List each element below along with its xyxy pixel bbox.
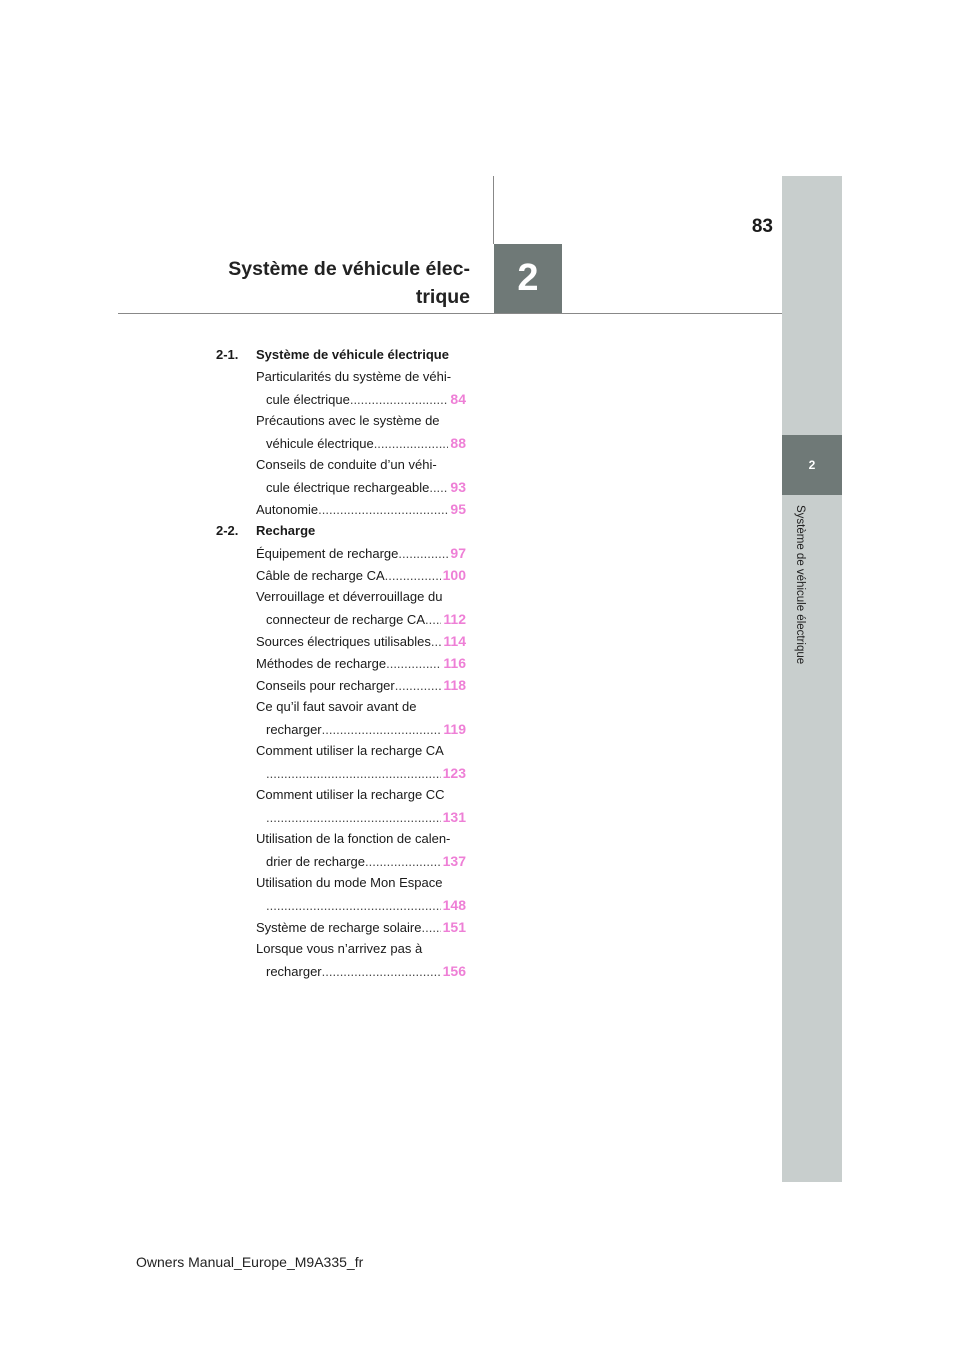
- toc-entry-label: Conseils pour recharger: [256, 678, 395, 693]
- toc-entry[interactable]: [216, 916, 466, 938]
- toc-entry-last-line: [256, 608, 466, 630]
- toc-entry-last-line: [256, 498, 466, 520]
- toc-entry-last-line: [256, 476, 466, 498]
- toc-entry[interactable]: [216, 872, 466, 916]
- toc-entry[interactable]: [216, 696, 466, 740]
- toc-entry-last-line: [256, 850, 466, 872]
- toc-leader-dots: [386, 653, 441, 675]
- toc-entry-label: drier de recharge: [266, 854, 365, 869]
- toc-page-link[interactable]: 84: [450, 391, 466, 407]
- side-chapter-tab[interactable]: 2: [782, 435, 842, 495]
- toc-entry-label: Comment utiliser la recharge CA: [256, 743, 444, 758]
- toc-page-link[interactable]: 93: [450, 479, 466, 495]
- toc-entry-last-line: [256, 652, 466, 674]
- chapter-title-line2: trique: [415, 286, 470, 308]
- toc-entry-line: [256, 696, 466, 718]
- chapter-number-box: 2: [494, 244, 562, 313]
- toc-entry[interactable]: [216, 410, 466, 454]
- toc-entry-label: Autonomie: [256, 502, 319, 517]
- toc-section-number: 2-1.: [216, 347, 239, 362]
- toc-leader-dots: [266, 895, 441, 917]
- side-chapter-label: Système de véhicule électrique: [794, 505, 806, 665]
- toc-entry-label: recharger: [266, 964, 322, 979]
- toc-entry-last-line: [256, 916, 466, 938]
- toc-entry-line: [256, 366, 466, 388]
- side-index-strip: [782, 176, 842, 1182]
- toc-entry-label: Particularités du système de véhi-: [256, 369, 452, 384]
- toc-leader-dots: [365, 851, 441, 873]
- toc-leader-dots: [421, 917, 440, 939]
- toc-entry-label: véhicule électrique: [266, 436, 374, 451]
- toc-page-link[interactable]: 116: [443, 655, 466, 671]
- toc-entry-label: Méthodes de recharge: [256, 656, 387, 671]
- toc-entry-line: [256, 740, 466, 762]
- toc-entry-last-line: [256, 388, 466, 410]
- header-divider-horizontal: [118, 313, 782, 314]
- toc-entry-label: Verrouillage et déverrouillage du: [256, 589, 443, 604]
- toc-entry-line: [256, 784, 466, 806]
- toc-page-link[interactable]: 97: [450, 545, 466, 561]
- toc-entry-label: Système de recharge solaire: [256, 920, 422, 935]
- chapter-title: [228, 255, 470, 311]
- toc-entry-label: Utilisation du mode Mon Espace: [256, 875, 443, 890]
- toc-leader-dots: [322, 961, 441, 983]
- toc-leader-dots: [318, 499, 448, 521]
- toc-page-link[interactable]: 137: [442, 853, 466, 869]
- toc-entry-last-line: [256, 806, 466, 828]
- toc-section-number: 2-2.: [216, 523, 239, 538]
- toc-page-link[interactable]: 114: [443, 633, 466, 649]
- toc-entry-label: recharger: [266, 722, 322, 737]
- toc-page-link[interactable]: 156: [442, 963, 466, 979]
- toc-section-heading: [216, 344, 466, 366]
- toc-entry-line: [256, 454, 466, 476]
- toc-entry-last-line: [256, 674, 466, 696]
- toc-page-link[interactable]: 95: [450, 501, 466, 517]
- toc-entry[interactable]: [216, 674, 466, 696]
- toc-leader-dots: [374, 433, 449, 455]
- toc-entry-label: Comment utiliser la recharge CC: [256, 787, 445, 802]
- toc-leader-dots: [425, 609, 441, 631]
- toc-leader-dots: [385, 565, 441, 587]
- toc-entry-line: [256, 586, 466, 608]
- toc-entry[interactable]: [216, 366, 466, 410]
- toc-page-link[interactable]: 123: [442, 765, 466, 781]
- toc-entry[interactable]: [216, 564, 466, 586]
- toc-entry-label: Ce qu’il faut savoir avant de: [256, 699, 417, 714]
- toc-page-link[interactable]: 131: [442, 809, 466, 825]
- toc-leader-dots: [398, 543, 448, 565]
- toc-entry[interactable]: [216, 784, 466, 828]
- toc-page-link[interactable]: 88: [450, 435, 466, 451]
- toc-entry[interactable]: [216, 542, 466, 564]
- toc-entry[interactable]: [216, 652, 466, 674]
- toc-page-link[interactable]: 148: [442, 897, 466, 913]
- toc-section-title[interactable]: Système de véhicule électrique: [256, 347, 449, 362]
- toc-entry-label: cule électrique rechargeable: [266, 480, 430, 495]
- header-divider-vertical: [493, 176, 494, 244]
- toc-entry-last-line: [256, 630, 466, 652]
- toc-entry-label: Lorsque vous n’arrivez pas à: [256, 941, 423, 956]
- toc-entry-label: cule électrique: [266, 392, 350, 407]
- toc-entry-label: connecteur de recharge CA: [266, 612, 425, 627]
- toc-leader-dots: [429, 477, 448, 499]
- toc-section-heading: [216, 520, 466, 542]
- toc-page-link[interactable]: 151: [442, 919, 466, 935]
- toc-entry-last-line: [256, 564, 466, 586]
- toc-entry[interactable]: [216, 938, 466, 982]
- toc-entry[interactable]: [216, 586, 466, 630]
- toc-page-link[interactable]: 118: [443, 677, 466, 693]
- toc-leader-dots: [266, 807, 441, 829]
- toc-page-link[interactable]: 100: [442, 567, 466, 583]
- toc-entry-line: [256, 410, 466, 432]
- toc-entry-label: Câble de recharge CA: [256, 568, 385, 583]
- toc-entry[interactable]: [216, 740, 466, 784]
- toc-entry[interactable]: [216, 498, 466, 520]
- toc-entry-last-line: [256, 718, 466, 740]
- page-number: 83: [751, 216, 773, 237]
- toc-page-link[interactable]: 112: [443, 611, 466, 627]
- toc-entry-label: Conseils de conduite d’un véhi-: [256, 457, 437, 472]
- toc-entry-line: [256, 828, 466, 850]
- toc-entry-last-line: [256, 542, 466, 564]
- toc-entry[interactable]: [216, 630, 466, 652]
- toc-entry-last-line: [256, 894, 466, 916]
- toc-entry-last-line: [256, 432, 466, 454]
- toc-entry[interactable]: [216, 454, 466, 498]
- toc-entry-label: Sources électriques utilisables: [256, 634, 431, 649]
- toc-leader-dots: [395, 675, 442, 697]
- toc-leader-dots: [266, 763, 441, 785]
- toc-entry-line: [256, 938, 466, 960]
- toc-page-link[interactable]: 119: [443, 721, 466, 737]
- toc-entry-last-line: [256, 762, 466, 784]
- toc-entry-label: Utilisation de la fonction de calen-: [256, 831, 451, 846]
- toc-leader-dots: [322, 719, 442, 741]
- toc-entry[interactable]: [216, 828, 466, 872]
- table-of-contents: [216, 344, 466, 982]
- footer-text: Owners Manual_Europe_M9A335_fr: [136, 1254, 364, 1270]
- toc-leader-dots: [350, 389, 449, 411]
- toc-entry-line: [256, 872, 466, 894]
- toc-entry-label: Précautions avec le système de: [256, 413, 440, 428]
- toc-section-title[interactable]: Recharge: [256, 523, 316, 538]
- toc-entry-last-line: [256, 960, 466, 982]
- chapter-title-line1: Système de véhicule élec-: [228, 258, 470, 280]
- toc-entry-label: Équipement de recharge: [256, 546, 399, 561]
- toc-leader-dots: [431, 631, 442, 653]
